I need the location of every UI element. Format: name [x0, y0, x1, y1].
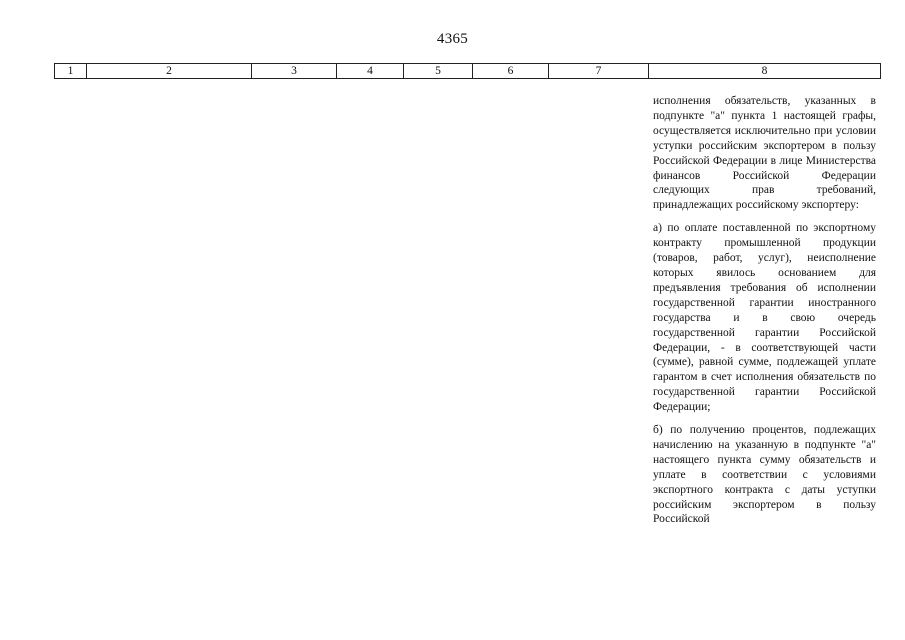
paragraph: б) по получению процентов, подлежащих начислению на указанную в подпункте "а" настоящего пункта сумму обязательств и уплате в соответствии с условиями экспортного контракта с даты уступки российским экспортером в пользу Российской: [653, 424, 876, 526]
column-number-row: [55, 64, 881, 79]
page-number: 4365: [436, 31, 469, 47]
column-number-cell: 1: [55, 64, 87, 79]
column-number-cell: 3: [252, 64, 337, 79]
column-8-text: [653, 94, 876, 535]
paragraph: а) по оплате поставленной по экспортному контракту промышленной продукции (товаров, работ, услуг), неисполнение которых явилось основанием для предъявления требования об исполнении государственной гарантии иностранного государства и в свою очередь государственной гарантии Российской Федерации, - в соответствующей части (сумме), равной сумме, подлежащей уплате гарантом в счет исполнения обязательств по государственной гарантии Российской Федерации;: [653, 222, 876, 414]
column-number-cell: 7: [549, 64, 649, 79]
column-number-cell: 2: [87, 64, 252, 79]
column-number-cell: 6: [473, 64, 549, 79]
column-number-cell: 4: [337, 64, 404, 79]
column-number-cell: 5: [404, 64, 473, 79]
column-number-table: [54, 63, 881, 79]
column-number-cell: 8: [649, 64, 881, 79]
paragraph: исполнения обязательств, указанных в подпункте "а" пункта 1 настоящей графы, осуществляется исключительно при условии уступки российским экспортером в пользу Российской Федерации в лице Министерства финансов Российской Федерации следующих прав требований, принадлежащих российскому экспортеру:: [653, 95, 876, 212]
